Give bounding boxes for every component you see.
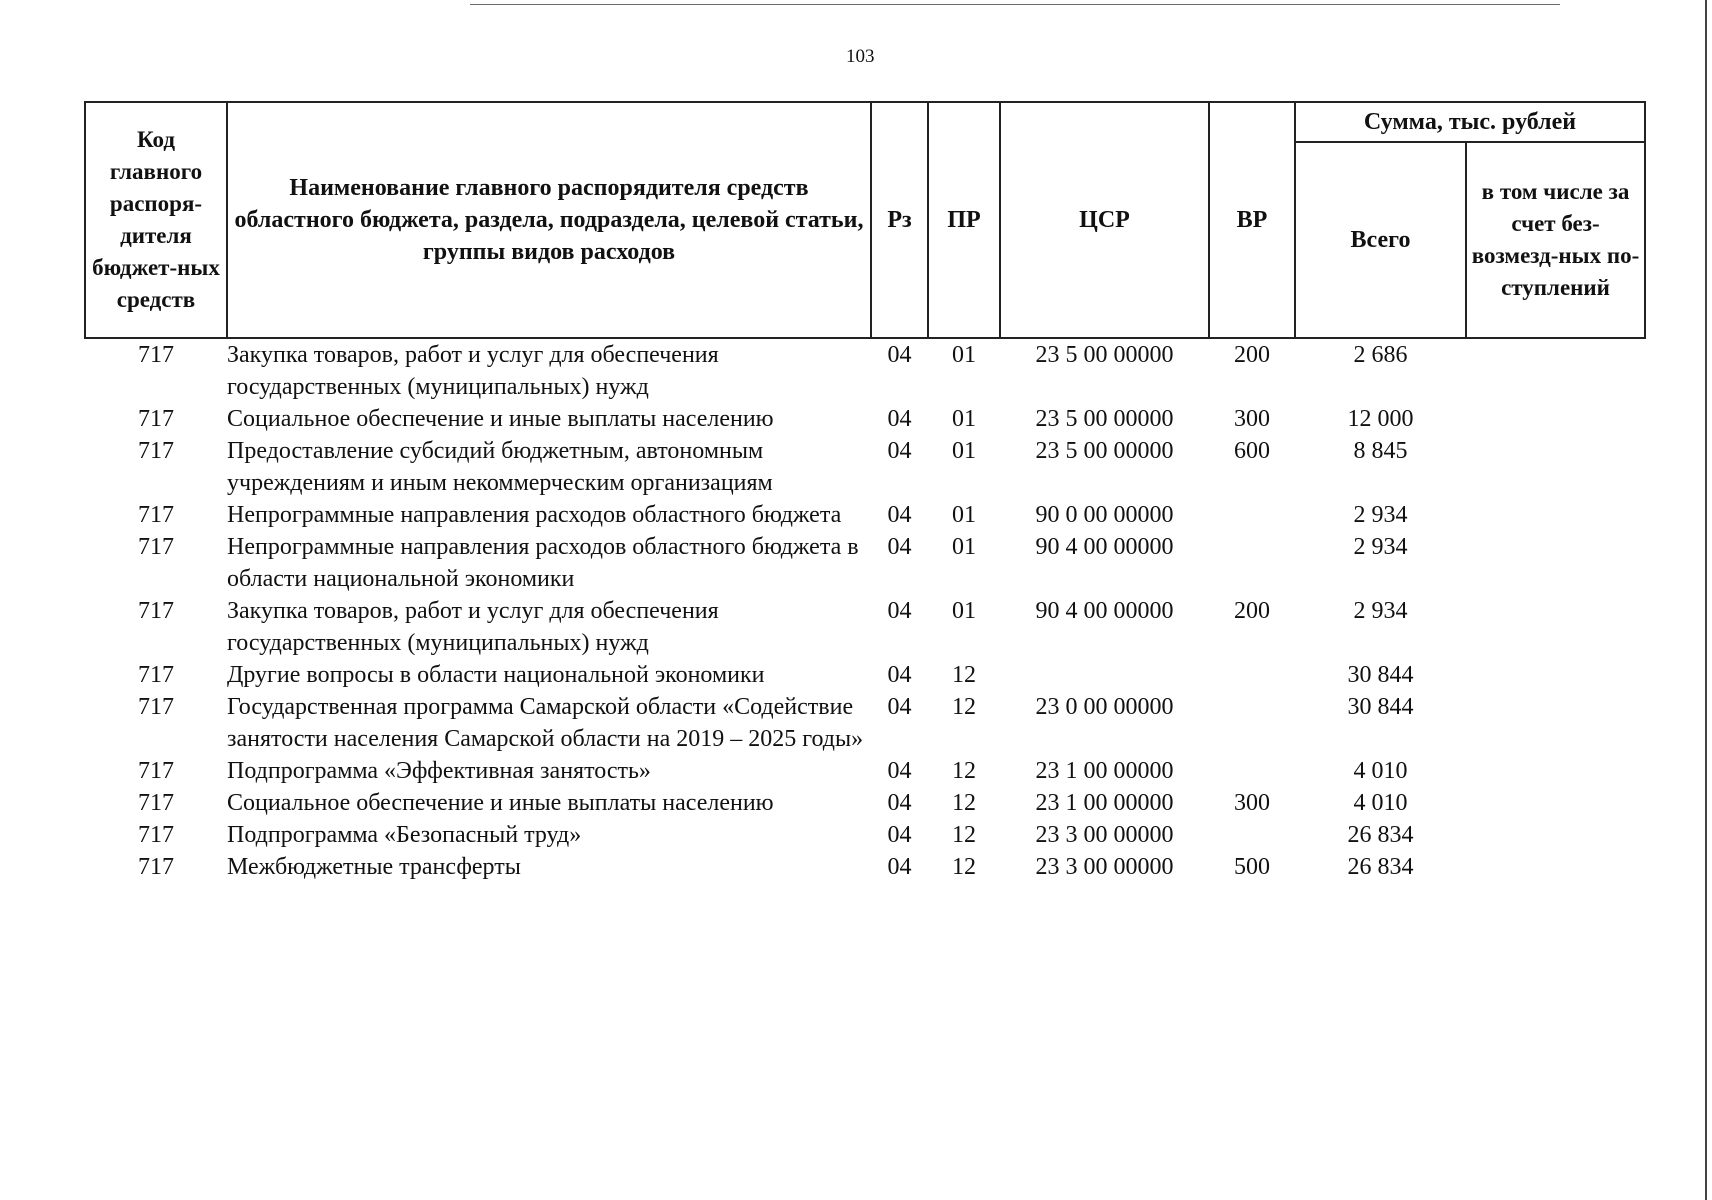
header-sum: Сумма, тыс. рублей [1295,102,1645,142]
header-total: Всего [1295,142,1466,338]
cell-rz: 04 [887,534,912,560]
cell-name: Государственная программа Самарской области «Содействие занятости населения Самарской области на 2019 – 2025 годы» [227,694,864,752]
cell-csr [1000,659,1209,691]
cell-including [1466,403,1645,435]
cell-csr: 90 0 00 00000 [1035,502,1174,528]
cell-including [1466,787,1645,819]
cell-rz: 04 [887,822,912,848]
cell-total: 12 000 [1347,406,1414,432]
cell-total: 30 844 [1347,694,1414,720]
cell-csr: 23 3 00 00000 [1035,822,1174,848]
cell-code: 717 [138,758,174,784]
cell-vr [1209,499,1295,531]
table-row [85,851,1645,883]
cell-including [1466,851,1645,883]
cell-vr: 300 [1234,406,1270,432]
table-row [85,819,1645,851]
cell-pr: 01 [952,342,976,368]
table-row [85,755,1645,787]
cell-name: Непрограммные направления расходов областного бюджета [227,502,842,528]
cell-pr: 01 [952,406,976,432]
header-csr: ЦСР [1000,102,1209,338]
cell-code: 717 [138,790,174,816]
cell-including [1466,691,1645,755]
cell-pr: 01 [952,438,976,464]
cell-rz: 04 [887,758,912,784]
cell-rz: 04 [887,598,912,624]
cell-name: Социальное обеспечение и иные выплаты населению [227,406,774,432]
page-edge [1705,0,1707,1200]
header-code: Код главного распоря-дителя бюджет-ных средств [85,102,227,338]
table-row [85,435,1645,499]
cell-code: 717 [138,694,174,720]
cell-vr [1209,531,1295,595]
cell-pr: 12 [952,662,976,688]
table-row [85,338,1645,403]
cell-csr: 23 0 00 00000 [1035,694,1174,720]
top-rule [470,4,1560,5]
cell-pr: 12 [952,822,976,848]
cell-csr: 90 4 00 00000 [1035,534,1174,560]
header-including: в том числе за счет без-возмезд-ных по-ступлений [1466,142,1645,338]
table-row [85,659,1645,691]
cell-name: Подпрограмма «Безопасный труд» [227,822,582,848]
budget-table [84,101,1646,883]
cell-name: Социальное обеспечение и иные выплаты населению [227,790,774,816]
cell-pr: 12 [952,758,976,784]
cell-including [1466,531,1645,595]
cell-name: Закупка товаров, работ и услуг для обеспечения государственных (муниципальных) нужд [227,598,719,656]
cell-csr: 23 3 00 00000 [1035,854,1174,880]
cell-code: 717 [138,438,174,464]
cell-code: 717 [138,342,174,368]
cell-total: 26 834 [1347,854,1414,880]
cell-rz: 04 [887,438,912,464]
header-name: Наименование главного распорядителя средств областного бюджета, раздела, подраздела, целевой статьи, группы видов расходов [227,102,871,338]
cell-csr: 23 5 00 00000 [1035,438,1174,464]
table-row [85,787,1645,819]
cell-rz: 04 [887,694,912,720]
cell-pr: 12 [952,790,976,816]
cell-rz: 04 [887,406,912,432]
table-body [85,338,1645,883]
cell-name: Закупка товаров, работ и услуг для обеспечения государственных (муниципальных) нужд [227,342,719,400]
cell-total: 26 834 [1347,822,1414,848]
cell-vr: 600 [1234,438,1270,464]
header-pr: ПР [928,102,1000,338]
table-row [85,531,1645,595]
cell-including [1466,595,1645,659]
cell-code: 717 [138,502,174,528]
cell-total: 4 010 [1353,790,1408,816]
cell-code: 717 [138,822,174,848]
cell-rz: 04 [887,662,912,688]
cell-code: 717 [138,662,174,688]
cell-name: Другие вопросы в области национальной экономики [227,662,765,688]
cell-total: 2 686 [1353,342,1408,368]
cell-pr: 01 [952,598,976,624]
cell-code: 717 [138,598,174,624]
cell-code: 717 [138,854,174,880]
cell-vr: 500 [1234,854,1270,880]
cell-total: 2 934 [1353,598,1408,624]
cell-including [1466,499,1645,531]
cell-pr: 01 [952,502,976,528]
cell-code: 717 [138,534,174,560]
cell-total: 2 934 [1353,534,1408,560]
cell-csr: 90 4 00 00000 [1035,598,1174,624]
cell-csr: 23 5 00 00000 [1035,406,1174,432]
cell-total: 4 010 [1353,758,1408,784]
header-vr: ВР [1209,102,1295,338]
cell-pr: 01 [952,534,976,560]
cell-including [1466,755,1645,787]
cell-csr: 23 5 00 00000 [1035,342,1174,368]
cell-vr: 200 [1234,598,1270,624]
table-header [85,102,1645,338]
table-row [85,403,1645,435]
cell-including [1466,435,1645,499]
cell-vr: 200 [1234,342,1270,368]
cell-code: 717 [138,406,174,432]
cell-vr [1209,691,1295,755]
table-row [85,595,1645,659]
cell-rz: 04 [887,342,912,368]
cell-csr: 23 1 00 00000 [1035,790,1174,816]
table-row [85,691,1645,755]
cell-vr [1209,755,1295,787]
cell-including [1466,338,1645,403]
header-rz: Рз [871,102,928,338]
cell-name: Непрограммные направления расходов областного бюджета в области национальной экономики [227,534,859,592]
cell-csr: 23 1 00 00000 [1035,758,1174,784]
cell-name: Предоставление субсидий бюджетным, автономным учреждениям и иным некоммерческим организациям [227,438,773,496]
cell-name: Межбюджетные трансферты [227,854,521,880]
cell-vr [1209,819,1295,851]
table-row [85,499,1645,531]
cell-including [1466,819,1645,851]
cell-total: 2 934 [1353,502,1408,528]
cell-vr [1209,659,1295,691]
cell-name: Подпрограмма «Эффективная занятость» [227,758,651,784]
cell-vr: 300 [1234,790,1270,816]
page-number: 103 [846,46,875,67]
cell-total: 30 844 [1347,662,1414,688]
cell-rz: 04 [887,854,912,880]
cell-rz: 04 [887,502,912,528]
cell-total: 8 845 [1353,438,1408,464]
cell-pr: 12 [952,854,976,880]
cell-rz: 04 [887,790,912,816]
cell-including [1466,659,1645,691]
cell-pr: 12 [952,694,976,720]
